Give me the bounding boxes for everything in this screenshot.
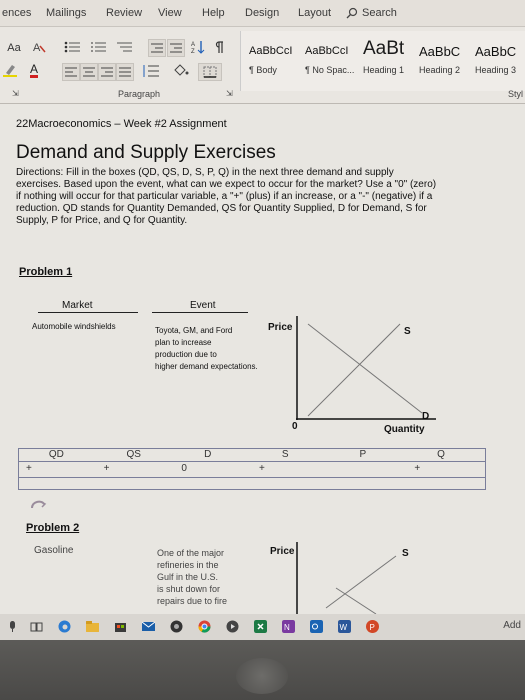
sort-button[interactable]	[190, 39, 206, 55]
bullet-list-icon	[64, 40, 82, 54]
multilevel-list-icon	[116, 40, 134, 54]
edge-browser-icon[interactable]	[58, 620, 71, 633]
camera-icon[interactable]	[170, 620, 183, 633]
paragraph-group-label: Paragraph	[118, 89, 161, 99]
directions-line-1: Directions: Fill in the boxes (QD, QS, D, S, P, Q) in the next three demand and supply	[16, 167, 394, 178]
mail-icon[interactable]	[142, 620, 155, 633]
course-title: 22Macroeconomics – Week #2 Assignment	[16, 118, 227, 130]
supply-demand-graph-1	[296, 316, 436, 420]
change-case-label: Aa	[7, 42, 21, 54]
problem-2-event-line-3: Gulf in the U.S.	[157, 572, 219, 582]
directions-line-4: reduction. QD stands for Quantity Demanded, QS for Quantity Supplied, D for Demand, S for	[16, 203, 427, 214]
pilcrow-icon	[214, 41, 224, 54]
style-heading-2[interactable]	[419, 41, 471, 81]
graph-1-demand-label: D	[422, 411, 430, 422]
svg-text:Z: Z	[191, 49, 195, 54]
clear-formatting-icon	[32, 40, 46, 54]
align-left-icon	[65, 67, 77, 77]
problem-2-market: Gasoline	[34, 545, 74, 556]
event-header-rule	[152, 312, 248, 313]
justify-button[interactable]	[116, 63, 134, 81]
style-heading-3[interactable]	[475, 41, 525, 81]
graph-2-demand-curve	[336, 588, 376, 614]
event-header: Event	[190, 300, 216, 311]
styles-gallery	[240, 31, 525, 91]
answer-table-header-qs: QS	[126, 449, 141, 460]
graph-2-price-label: Price	[270, 546, 295, 557]
style-no-spacing-name: ¶ No Spac...	[305, 65, 355, 75]
problem-1-event-line-2: plan to increase	[155, 338, 212, 347]
style-heading-3-sample: AaBbC	[475, 44, 517, 59]
tab-references[interactable]: ences	[2, 7, 32, 19]
answer-table-header-row	[19, 449, 485, 462]
problem-2-event-line-5: repairs due to fire	[157, 596, 228, 606]
taskbar-overflow-label: Add	[503, 620, 521, 631]
mic-icon[interactable]	[6, 620, 19, 633]
svg-text:W: W	[339, 623, 348, 632]
onenote-icon[interactable]	[282, 620, 295, 633]
font-dialog-launcher[interactable]: ⇲	[12, 89, 19, 98]
tab-view[interactable]: View	[158, 7, 182, 19]
answer-cell-s[interactable]: +	[259, 463, 265, 474]
ribbon-home-panel	[0, 27, 525, 104]
problem-1-event-line-4: higher demand expectations.	[155, 362, 258, 371]
answer-cell-qs[interactable]: +	[103, 463, 110, 474]
increase-indent-icon	[170, 43, 182, 53]
line-spacing-icon	[142, 64, 160, 78]
tab-design[interactable]: Design	[245, 7, 280, 19]
directions-line-2: exercises. Based upon the event, what can we expect to occur for the market? Use a "0" (zero)	[16, 179, 437, 190]
problem-1-market: Automobile windshields	[32, 322, 116, 331]
graph-1-demand-curve	[308, 324, 422, 413]
numbering-button[interactable]	[88, 39, 110, 55]
change-case-button[interactable]	[2, 40, 26, 56]
style-heading-1[interactable]	[363, 38, 413, 81]
graph-1-supply-curve	[308, 324, 400, 416]
font-color-button[interactable]	[25, 62, 43, 78]
supply-demand-graph-2	[296, 542, 436, 614]
problem-2-event-line-2: refineries in the	[157, 560, 219, 570]
market-header-rule	[38, 312, 138, 313]
style-heading-1-name: Heading 1	[363, 65, 405, 75]
clear-formatting-button[interactable]	[31, 39, 47, 55]
answer-table-header-q: Q	[437, 449, 445, 460]
borders-icon	[203, 66, 217, 78]
sort-az-icon	[191, 40, 205, 54]
borders-button[interactable]	[198, 63, 222, 81]
style-body-sample: AaBbCcI	[249, 45, 293, 57]
problem-2-event-line-4: is shut down for	[157, 584, 221, 594]
graph-1-quantity-label: Quantity	[384, 424, 425, 435]
problem-1-event-line-1: Toyota, GM, and Ford	[155, 326, 233, 335]
align-center-icon	[83, 67, 95, 77]
chrome-icon[interactable]	[198, 620, 211, 633]
justify-icon	[119, 67, 131, 77]
graph-2-supply-label: S	[402, 548, 409, 559]
shading-button[interactable]	[170, 63, 192, 79]
svg-text:A: A	[191, 42, 196, 48]
align-center-button[interactable]	[80, 63, 98, 81]
graph-1-supply-label: S	[404, 326, 411, 337]
style-no-spacing-sample: AaBbCcI	[305, 45, 349, 57]
answer-table-divider	[19, 477, 485, 478]
highlight-button[interactable]	[2, 62, 20, 78]
style-heading-2-sample: AaBbC	[419, 44, 461, 59]
style-heading-1-sample: AaBt	[363, 38, 405, 59]
paragraph-dialog-launcher[interactable]: ⇲	[226, 89, 233, 98]
windows-taskbar	[0, 614, 525, 640]
excel-icon[interactable]	[254, 620, 267, 633]
bullets-button[interactable]	[62, 39, 84, 55]
style-body[interactable]	[249, 41, 299, 81]
font-color-label: A	[29, 61, 38, 76]
search-label: Search	[362, 7, 397, 19]
problem-2-event-line-1: One of the major	[157, 548, 225, 558]
answer-table-header-p: P	[359, 449, 367, 460]
decrease-indent-icon	[151, 43, 163, 53]
hp-logo	[236, 658, 288, 694]
outlook-icon[interactable]	[310, 620, 323, 633]
directions-line-3: if nothing will occur for that particular variable, a "+" (plus) if an increase, or a "-" (negative) if a	[16, 191, 433, 202]
search-icon	[346, 7, 358, 19]
directions-line-5: Supply, P for Price, and Q for Quantity.	[16, 215, 188, 226]
document-page[interactable]	[0, 104, 525, 614]
tab-review[interactable]: Review	[106, 7, 143, 19]
style-no-spacing[interactable]	[305, 41, 359, 81]
graph-1-price-label: Price	[268, 322, 293, 333]
media-player-icon[interactable]	[226, 620, 239, 633]
numbered-list-icon	[90, 40, 108, 54]
align-right-icon	[101, 67, 113, 77]
paint-bucket-icon	[172, 64, 190, 78]
show-formatting-button[interactable]	[212, 39, 226, 55]
svg-text:P: P	[369, 623, 375, 632]
word-icon[interactable]	[338, 620, 351, 633]
svg-text:A: A	[33, 42, 41, 54]
problem-1-title: Problem 1	[19, 266, 73, 278]
arrow-icon	[30, 498, 48, 512]
ribbon-tab-bar	[0, 0, 525, 27]
tab-mailings[interactable]: Mailings	[46, 7, 87, 19]
answer-cell-q[interactable]: +	[414, 463, 421, 474]
file-explorer-icon[interactable]	[86, 620, 99, 633]
task-view-icon[interactable]	[30, 620, 43, 633]
answer-table-header-s: S	[281, 449, 289, 460]
align-left-button[interactable]	[62, 63, 80, 81]
powerpoint-icon[interactable]	[366, 620, 379, 633]
answer-cell-qd[interactable]: +	[26, 463, 32, 474]
style-heading-2-name: Heading 2	[419, 65, 461, 75]
style-body-name: ¶ Body	[249, 65, 277, 75]
increase-indent-button[interactable]	[167, 39, 185, 57]
styles-group-label: Styl	[508, 89, 524, 99]
problem-1-event-line-3: production due to	[155, 350, 217, 359]
tab-help[interactable]: Help	[202, 7, 225, 19]
highlighter-icon	[3, 63, 19, 77]
market-header: Market	[62, 300, 93, 311]
svg-text:N: N	[284, 623, 290, 632]
decrease-indent-button[interactable]	[148, 39, 166, 57]
graph-1-origin-label: 0	[292, 421, 298, 432]
answer-table-header-qd: QD	[48, 449, 64, 460]
answer-table-header-d: D	[204, 449, 212, 460]
graph-2-supply-curve	[326, 556, 396, 608]
store-icon[interactable]	[114, 620, 127, 633]
answer-cell-d[interactable]: 0	[181, 463, 187, 474]
tab-layout[interactable]: Layout	[298, 7, 332, 19]
page-heading: Demand and Supply Exercises	[16, 142, 276, 163]
align-right-button[interactable]	[98, 63, 116, 81]
problem-2-title: Problem 2	[26, 522, 80, 534]
line-spacing-button[interactable]	[140, 63, 162, 79]
multilevel-list-button[interactable]	[114, 39, 136, 55]
style-heading-3-name: Heading 3	[475, 65, 517, 75]
